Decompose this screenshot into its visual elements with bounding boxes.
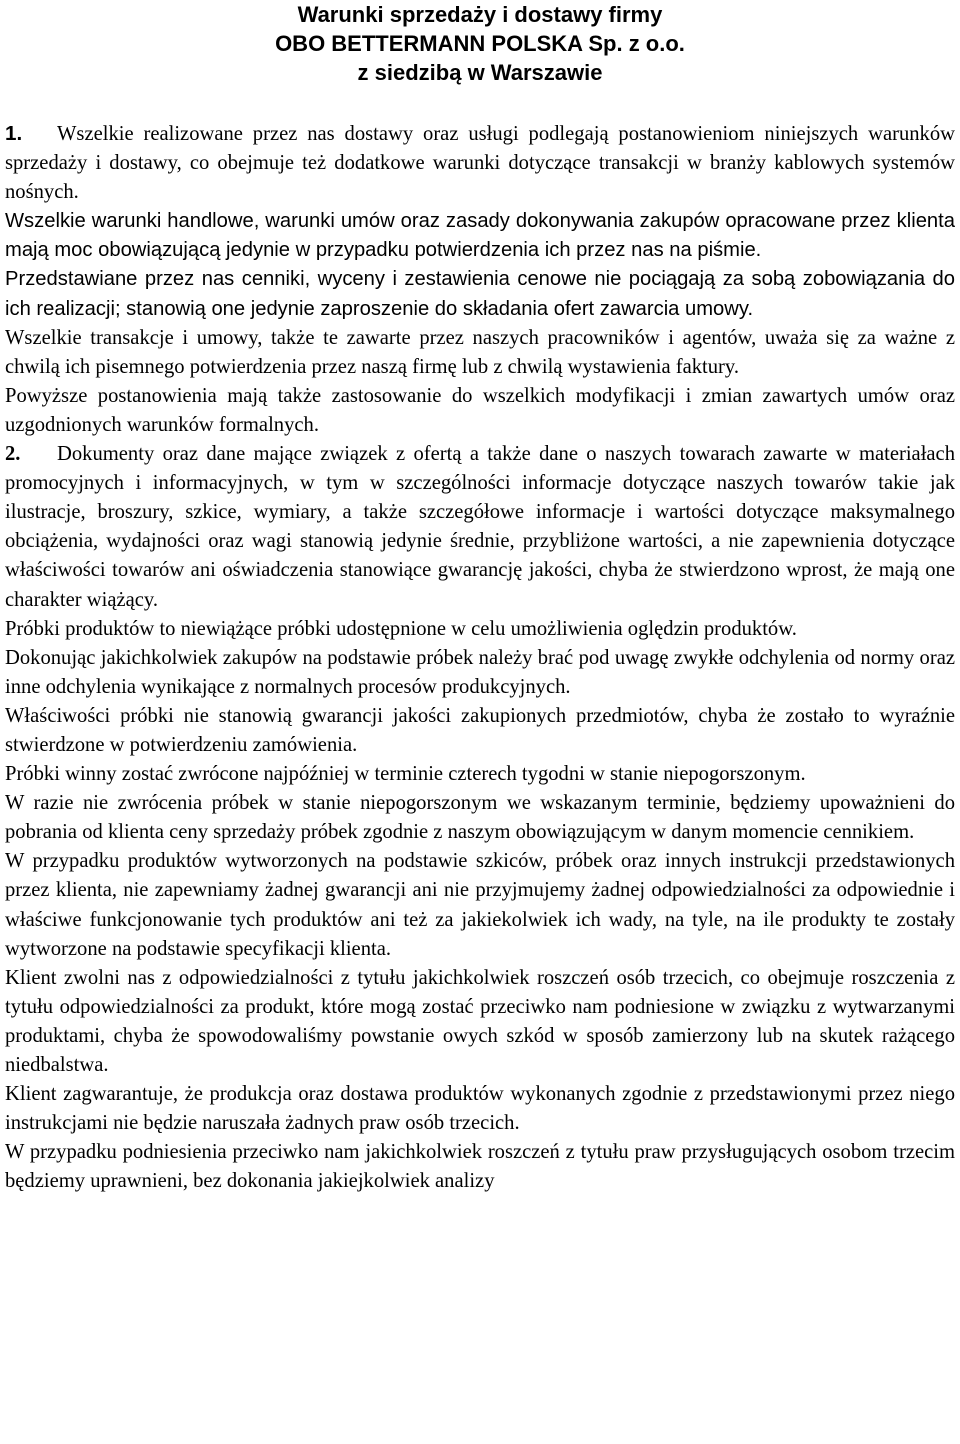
section-2-paragraph-4: Właściwości próbki nie stanowią gwarancji jakości zakupionych przedmiotów, chyba że zostało to wyraźnie stwierdzone w potwierdzeniu zamówienia.: [5, 704, 955, 756]
section-1-paragraph-4: Wszelkie transakcje i umowy, także te zawarte przez naszych pracowników i agentów, uważa się za ważne z chwilą ich pisemnego potwierdzenia przez naszą firmę lub z chwilą wystawienia faktury.: [5, 326, 955, 378]
section-2-paragraph-9: Klient zagwarantuje, że produkcja oraz dostawa produktów wykonanych zgodnie z przedstawionymi przez niego instrukcjami nie będzie naruszała żadnych praw osób trzecich.: [5, 1083, 955, 1135]
section-2-number: 2.: [5, 443, 21, 466]
section-2-paragraph-6: W razie nie zwrócenia próbek w stanie niepogorszonym we wskazanym terminie, będziemy upoważnieni do pobrania od klienta ceny sprzedaży próbek zgodnie z naszym obowiązującym w danym momencie cennikiem.: [5, 792, 955, 844]
section-1-number: 1.: [5, 122, 23, 145]
header-line-3: z siedzibą w Warszawie: [357, 60, 603, 85]
section-1-paragraph-2: Wszelkie warunki handlowe, warunki umów oraz zasady dokonywania zakupów opracowane przez klienta mają moc obowiązującą jedynie w przypadku potwierdzenia ich przez nas na piśmie.: [5, 210, 955, 262]
section-2-paragraph-1-text: Dokumenty oraz dane mające związek z ofertą a także dane o naszych towarach zawarte w materiałach promocyjnych i informacyjnych, w tym w szczególności informacje dotyczące naszych towarów takie jak ilustracje, broszury, szkice, wymiary, a także szczegółowe informacje i wartości dotyczące maksymalnego obciążenia, wydajności oraz wagi stanowią jedynie średnie, przybliżone wartości, a nie zapewnienia dotyczące właściwości towarów ani oświadczenia stanowiące gwarancję jakości, chyba że stwierdzono wprost, że mają one charakter wiążący.: [5, 443, 955, 611]
document-header: [5, 0, 955, 87]
section-1-paragraph-1-text: Wszelkie realizowane przez nas dostawy oraz usługi podlegają postanowieniom niniejszych warunków sprzedaży i dostawy, co obejmuje też dodatkowe warunki dotyczące transakcji w branży kablowych systemów nośnych.: [5, 123, 955, 204]
section-2-paragraph-7: W przypadku produktów wytworzonych na podstawie szkiców, próbek oraz innych instrukcji przedstawionych przez klienta, nie zapewniamy żadnej gwarancji ani nie przyjmujemy żadnej odpowiedzialności za odpowiednie i właściwe funkcjonowanie tych produktów ani też za jakiekolwiek ich wady, na tyle, na ile produkty te zostały wytworzone na podstawie specyfikacji klienta.: [5, 850, 955, 960]
section-2-paragraph-3: Dokonując jakichkolwiek zakupów na podstawie próbek należy brać pod uwagę zwykłe odchylenia od normy oraz inne odchylenia wynikające z normalnych procesów produkcyjnych.: [5, 646, 955, 698]
section-2-paragraph-8: Klient zwolni nas z odpowiedzialności z tytułu jakichkolwiek roszczeń osób trzecich, co obejmuje roszczenia z tytułu odpowiedzialności za produkt, które mogą zostać przeciwko nam podniesione w związku z wytwarzanymi produktami, chyba że spowodowaliśmy powstanie owych szkód w sposób zamierzony lub na skutek rażącego niedbalstwa.: [5, 966, 955, 1076]
header-line-1: Warunki sprzedaży i dostawy firmy: [297, 2, 663, 27]
document-body: [5, 119, 955, 1196]
section-1-paragraph-1: [5, 119, 955, 207]
document-page: [5, 0, 955, 1196]
section-1-paragraph-3: Przedstawiane przez nas cenniki, wyceny i zestawienia cenowe nie pociągają za sobą zobowiązania do ich realizacji; stanowią one jedynie zaproszenie do składania ofert zawarcia umowy.: [5, 268, 955, 320]
header-line-2: OBO BETTERMANN POLSKA Sp. z o.o.: [275, 31, 685, 56]
section-2-paragraph-1: [5, 440, 955, 615]
section-2-paragraph-5: Próbki winny zostać zwrócone najpóźniej w terminie czterech tygodni w stanie niepogorszonym.: [5, 763, 806, 786]
section-1-paragraph-5: Powyższe postanowienia mają także zastosowanie do wszelkich modyfikacji i zmian zawartych umów oraz uzgodnionych warunków formalnych.: [5, 384, 955, 436]
section-2-paragraph-2: Próbki produktów to niewiążące próbki udostępnione w celu umożliwienia oględzin produktów.: [5, 617, 797, 640]
section-2-paragraph-10: W przypadku podniesienia przeciwko nam jakichkolwiek roszczeń z tytułu praw przysługujących osobom trzecim będziemy uprawnieni, bez dokonania jakiejkolwiek analizy: [5, 1141, 955, 1193]
